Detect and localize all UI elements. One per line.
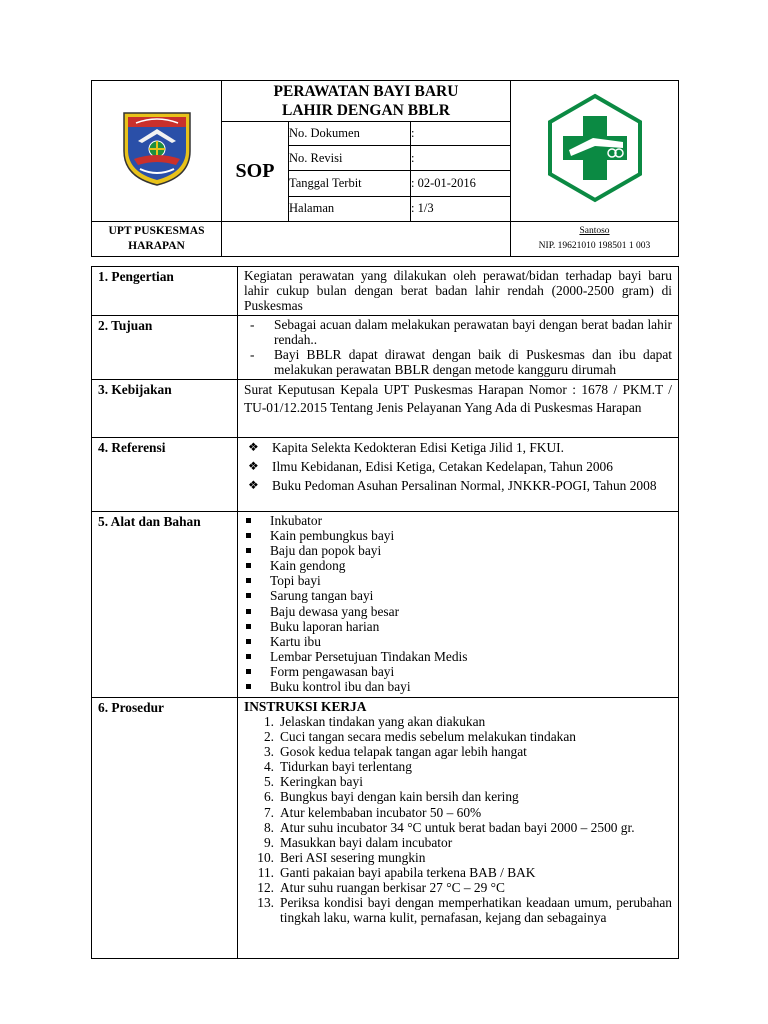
- section-label: 5. Alat dan Bahan: [92, 512, 238, 698]
- list-item: Kartu ibu: [244, 634, 672, 649]
- meta-label: No. Revisi: [289, 146, 411, 171]
- step-item: 6. Bungkus bayi dengan kain bersih dan kering: [263, 789, 519, 805]
- section-kebijakan: [92, 380, 679, 438]
- square-bullet-icon: [244, 649, 270, 664]
- step-item: 11. Ganti pakaian bayi apabila terkena BAB / BAK: [257, 864, 536, 880]
- square-bullet-icon: [244, 543, 270, 558]
- meta-value: :: [411, 146, 511, 171]
- list-item: ❖ Kapita Selekta Kedokteran Edisi Ketiga Jilid 1, FKUI.: [244, 439, 672, 456]
- square-bullet-icon: [244, 679, 270, 694]
- sop-content-table: [91, 266, 679, 959]
- document-meta-table: [289, 122, 510, 221]
- list-item: - Bayi BBLR dapat dirawat dengan baik di Puskesmas dan ibu dapat melakukan perawatan BBLR dengan metode kangguru dirumah: [250, 347, 672, 377]
- prosedur-heading: INSTRUKSI KERJA: [244, 699, 367, 714]
- regency-emblem-logo: [116, 107, 198, 189]
- list-item: Topi bayi: [244, 573, 672, 588]
- step-item: 7. Atur kelembaban incubator 50 – 60%: [263, 804, 482, 820]
- step-item: 4. Tidurkan bayi terlentang: [263, 759, 412, 775]
- diamond-bullet-icon: ❖: [248, 478, 259, 492]
- signer-nip: NIP. 19621010 198501 1 003: [538, 240, 651, 251]
- puskesmas-cross-logo: [539, 92, 651, 204]
- square-bullet-icon: [244, 604, 270, 619]
- puskesmas-logo-cell: [511, 81, 679, 222]
- list-item: ❖ Ilmu Kebidanan, Edisi Ketiga, Cetakan Kedelapan, Tahun 2006: [244, 458, 672, 475]
- title-block: [222, 81, 511, 222]
- step-item: 9. Masukkan bayi dalam incubator: [263, 834, 453, 850]
- square-bullet-icon: [244, 573, 270, 588]
- meta-value: : 02-01-2016: [411, 171, 511, 196]
- signature-block: [511, 221, 679, 256]
- step-item: 2. Cuci tangan secara medis sebelum melakukan tindakan: [263, 729, 576, 745]
- step-item: 3. Gosok kedua telapak tangan agar lebih hangat: [263, 744, 527, 760]
- square-bullet-icon: [244, 528, 270, 543]
- section-prosedur: [92, 698, 679, 959]
- blank-cell: [222, 221, 511, 256]
- section-label: 1. Pengertian: [92, 267, 238, 316]
- list-item: Kain gendong: [244, 558, 672, 573]
- signer-name: Santoso: [579, 225, 610, 236]
- tujuan-list: [244, 317, 672, 377]
- step-item: 10. Beri ASI sesering mungkin: [257, 849, 426, 865]
- meta-label: No. Dokumen: [289, 122, 411, 146]
- meta-label: Halaman: [289, 196, 411, 220]
- section-label: 2. Tujuan: [92, 316, 238, 380]
- document-title: PERAWATAN BAYI BARU LAHIR DENGAN BBLR: [273, 82, 459, 119]
- list-item: Kain pembungkus bayi: [244, 528, 672, 543]
- list-item: Inkubator: [244, 513, 672, 528]
- list-item: - Sebagai acuan dalam melakukan perawatan bayi dengan berat badan lahir rendah..: [250, 317, 672, 347]
- step-item: 5. Keringkan bayi: [263, 774, 363, 790]
- referensi-list: [244, 439, 672, 494]
- logo-cell: [92, 81, 222, 222]
- square-bullet-icon: [244, 513, 270, 528]
- step-item: 1. Jelaskan tindakan yang akan diakukan: [263, 714, 486, 729]
- sop-label: SOP: [222, 121, 289, 221]
- square-bullet-icon: [244, 588, 270, 603]
- meta-label: Tanggal Terbit: [289, 171, 411, 196]
- section-text: Kegiatan perawatan yang dilakukan oleh perawat/bidan terhadap bayi baru lahir cukup bulan dengan berat badan lahir rendah (2000-2500 gram) di Puskesmas: [238, 267, 679, 316]
- list-item: Baju dan popok bayi: [244, 543, 672, 558]
- sop-header-table: [91, 80, 679, 257]
- section-pengertian: [92, 267, 679, 316]
- diamond-bullet-icon: ❖: [248, 459, 259, 473]
- section-label: 3. Kebijakan: [92, 380, 238, 438]
- alat-list: [244, 513, 672, 694]
- section-referensi: [92, 438, 679, 512]
- square-bullet-icon: [244, 619, 270, 634]
- diamond-bullet-icon: ❖: [248, 440, 259, 454]
- prosedur-steps: [244, 714, 672, 925]
- list-item: Buku kontrol ibu dan bayi: [244, 679, 672, 694]
- unit-name: UPT PUSKESMAS HARAPAN: [92, 221, 222, 256]
- list-item: ❖ Buku Pedoman Asuhan Persalinan Normal, JNKKR-POGI, Tahun 2008: [244, 477, 672, 494]
- step-item: 8. Atur suhu incubator 34 °C untuk berat badan bayi 2000 – 2500 gr.: [263, 819, 635, 835]
- square-bullet-icon: [244, 634, 270, 649]
- square-bullet-icon: [244, 558, 270, 573]
- meta-value: :: [411, 122, 511, 146]
- step-item: 13. Periksa kondisi bayi dengan memperhatikan keadaan umum, perubahan tingkah laku, warna kulit, pernafasan, kejang dan sebagainya: [257, 895, 672, 926]
- list-item: Sarung tangan bayi: [244, 588, 672, 603]
- step-item: 12. Atur suhu ruangan berkisar 27 °C – 29 °C: [257, 880, 505, 896]
- square-bullet-icon: [244, 664, 270, 679]
- list-item: Baju dewasa yang besar: [244, 604, 672, 619]
- section-tujuan: [92, 316, 679, 380]
- list-item: Form pengawasan bayi: [244, 664, 672, 679]
- list-item: Buku laporan harian: [244, 619, 672, 634]
- section-alat-bahan: [92, 512, 679, 698]
- list-item: Lembar Persetujuan Tindakan Medis: [244, 649, 672, 664]
- section-label: 4. Referensi: [92, 438, 238, 512]
- section-label: 6. Prosedur: [92, 698, 238, 959]
- meta-value: : 1/3: [411, 196, 511, 220]
- section-text: Surat Keputusan Kepala UPT Puskesmas Harapan Nomor : 1678 / PKM.T / TU-01/12.2015 Tentang Jenis Pelayanan Yang Ada di Puskesmas Harapan: [238, 380, 679, 438]
